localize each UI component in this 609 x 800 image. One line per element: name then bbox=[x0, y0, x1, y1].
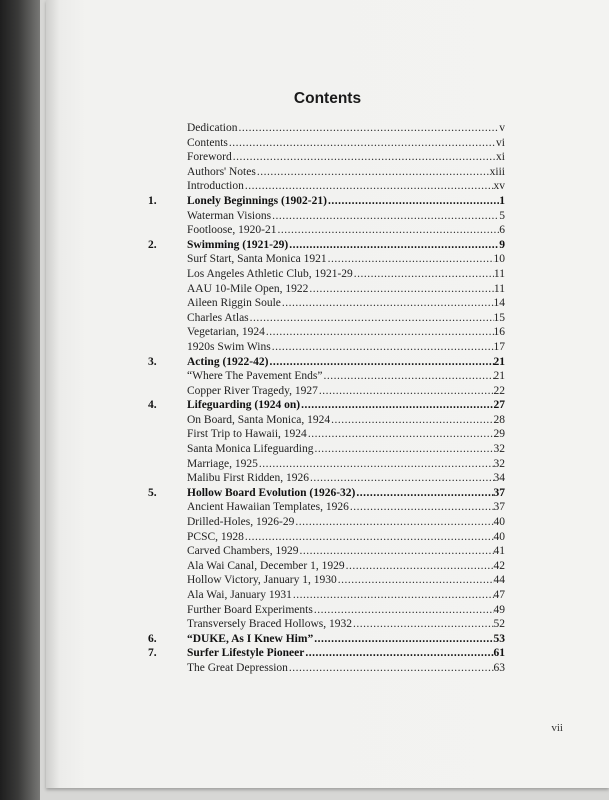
chapter-number: 2. bbox=[148, 238, 157, 251]
entry-page-number: xiii bbox=[489, 165, 505, 178]
entry-page-number: 21 bbox=[493, 370, 505, 383]
entry-title: Transversely Braced Hollows, 1932 bbox=[187, 618, 353, 631]
dot-leader bbox=[294, 515, 493, 530]
dot-leader bbox=[330, 413, 493, 428]
toc-section-row bbox=[46, 179, 609, 194]
book-page bbox=[46, 0, 609, 788]
contents-title: Contents bbox=[293, 90, 362, 107]
dot-leader bbox=[345, 559, 494, 574]
toc-chapter-row bbox=[46, 355, 609, 370]
dot-leader bbox=[244, 179, 494, 194]
toc-entry bbox=[187, 369, 505, 384]
dot-leader bbox=[327, 194, 499, 209]
toc-section-row bbox=[46, 282, 609, 297]
entry-page-number: 15 bbox=[493, 311, 505, 324]
dot-leader bbox=[288, 238, 499, 253]
entry-title: Introduction bbox=[187, 180, 244, 193]
entry-title: Marriage, 1925 bbox=[187, 457, 258, 470]
toc-entry bbox=[187, 296, 505, 311]
dot-leader bbox=[308, 282, 494, 297]
entry-page-number: 37 bbox=[493, 486, 505, 499]
chapter-number: 7. bbox=[148, 647, 157, 660]
toc-chapter-row bbox=[46, 398, 609, 413]
toc-section-row bbox=[46, 150, 609, 165]
toc-section-row bbox=[46, 369, 609, 384]
dot-leader bbox=[288, 661, 494, 676]
toc-entry bbox=[187, 646, 505, 661]
toc-section-row bbox=[46, 471, 609, 486]
entry-title: Ala Wai, January 1931 bbox=[187, 589, 292, 601]
entry-page-number: 1 bbox=[499, 194, 505, 207]
entry-title: PCSC, 1928 bbox=[187, 530, 244, 543]
entry-page-number: 52 bbox=[493, 618, 505, 631]
entry-page-number: 14 bbox=[493, 297, 505, 310]
entry-title: Swimming (1921-29) bbox=[187, 238, 289, 251]
entry-title: Authors' Notes bbox=[187, 165, 256, 178]
table-of-contents bbox=[46, 121, 609, 676]
entry-title: Surfer Lifestyle Pioneer bbox=[187, 647, 305, 660]
dot-leader bbox=[244, 530, 494, 545]
toc-section-row bbox=[46, 136, 609, 151]
toc-entry bbox=[187, 515, 505, 530]
toc-entry bbox=[187, 632, 505, 647]
dot-leader bbox=[265, 325, 494, 340]
entry-title: Foreword bbox=[187, 151, 232, 164]
dot-leader bbox=[256, 165, 490, 180]
dot-leader bbox=[300, 398, 493, 413]
entry-title: Copper River Tragedy, 1927 bbox=[187, 384, 318, 397]
dot-leader bbox=[298, 544, 493, 559]
dot-leader bbox=[237, 121, 499, 136]
toc-entry bbox=[187, 179, 505, 194]
toc-entry bbox=[187, 136, 505, 151]
toc-section-row bbox=[46, 588, 609, 603]
entry-page-number: 37 bbox=[493, 501, 505, 514]
entry-title: Lifeguarding (1924 on) bbox=[187, 399, 301, 412]
toc-chapter-row bbox=[46, 632, 609, 647]
toc-section-row bbox=[46, 223, 609, 238]
toc-entry bbox=[187, 194, 505, 209]
entry-title: Lonely Beginnings (1902-21) bbox=[187, 194, 327, 207]
entry-page-number: 49 bbox=[493, 603, 505, 616]
entry-page-number: 6 bbox=[499, 224, 505, 237]
toc-entry bbox=[187, 384, 505, 399]
toc-entry bbox=[187, 267, 505, 282]
entry-page-number: v bbox=[499, 122, 505, 134]
toc-section-row bbox=[46, 661, 609, 676]
dot-leader bbox=[249, 311, 494, 326]
dot-leader bbox=[318, 384, 494, 399]
toc-entry bbox=[187, 325, 505, 340]
toc-section-row bbox=[46, 325, 609, 340]
toc-section-row bbox=[46, 267, 609, 282]
dot-leader bbox=[313, 603, 494, 618]
chapter-number: 5. bbox=[148, 486, 157, 499]
toc-entry bbox=[187, 282, 505, 297]
toc-entry bbox=[187, 603, 505, 618]
toc-entry bbox=[187, 398, 505, 413]
chapter-number: 1. bbox=[148, 194, 157, 207]
toc-section-row bbox=[46, 457, 609, 472]
entry-page-number: xv bbox=[493, 180, 505, 193]
toc-section-row bbox=[46, 296, 609, 311]
entry-page-number: vi bbox=[496, 136, 505, 149]
toc-chapter-row bbox=[46, 646, 609, 661]
entry-title: Aileen Riggin Soule bbox=[187, 297, 281, 310]
entry-page-number: 41 bbox=[493, 545, 505, 558]
dot-leader bbox=[268, 355, 493, 370]
toc-section-row bbox=[46, 559, 609, 574]
toc-entry bbox=[187, 486, 505, 501]
dot-leader bbox=[276, 223, 499, 238]
entry-page-number: 9 bbox=[499, 238, 505, 251]
dot-leader bbox=[281, 296, 494, 311]
dot-leader bbox=[258, 457, 494, 472]
toc-entry bbox=[187, 121, 505, 136]
toc-section-row bbox=[46, 252, 609, 267]
entry-title: Surf Start, Santa Monica 1921 bbox=[187, 253, 327, 266]
toc-entry bbox=[187, 238, 505, 253]
dot-leader bbox=[271, 209, 499, 224]
toc-entry bbox=[187, 427, 505, 442]
toc-entry bbox=[187, 165, 505, 180]
entry-title: Waterman Visions bbox=[187, 209, 272, 222]
entry-title: 1920s Swim Wins bbox=[187, 340, 271, 353]
toc-entry bbox=[187, 500, 505, 515]
toc-entry bbox=[187, 559, 505, 574]
toc-entry bbox=[187, 252, 505, 267]
toc-entry bbox=[187, 471, 505, 486]
entry-title: Dedication bbox=[187, 122, 238, 134]
toc-section-row bbox=[46, 121, 609, 136]
entry-title: Carved Chambers, 1929 bbox=[187, 545, 299, 558]
entry-page-number: 27 bbox=[493, 399, 505, 412]
dot-leader bbox=[309, 471, 493, 486]
entry-title: Ancient Hawaiian Templates, 1926 bbox=[187, 501, 349, 514]
entry-page-number: 40 bbox=[493, 516, 505, 529]
entry-title: Hollow Board Evolution (1926-32) bbox=[187, 486, 356, 499]
dot-leader bbox=[349, 500, 494, 515]
toc-entry bbox=[187, 544, 505, 559]
entry-title: Contents bbox=[187, 136, 228, 149]
chapter-number: 3. bbox=[148, 355, 157, 368]
toc-section-row bbox=[46, 413, 609, 428]
entry-page-number: 22 bbox=[493, 384, 505, 397]
entry-page-number: 21 bbox=[493, 355, 505, 368]
toc-section-row bbox=[46, 530, 609, 545]
entry-title: Los Angeles Athletic Club, 1921-29 bbox=[187, 267, 353, 280]
toc-section-row bbox=[46, 311, 609, 326]
entry-page-number: 61 bbox=[493, 647, 505, 660]
entry-title: On Board, Santa Monica, 1924 bbox=[187, 413, 331, 426]
dot-leader bbox=[307, 427, 494, 442]
toc-chapter-row bbox=[46, 194, 609, 209]
entry-page-number: 44 bbox=[493, 574, 505, 587]
dot-leader bbox=[313, 442, 493, 457]
entry-page-number: 34 bbox=[493, 472, 505, 485]
entry-title: Santa Monica Lifeguarding bbox=[187, 443, 314, 456]
toc-section-row bbox=[46, 515, 609, 530]
entry-title: Charles Atlas bbox=[187, 311, 249, 324]
entry-page-number: 53 bbox=[493, 632, 505, 645]
toc-entry bbox=[187, 661, 505, 676]
toc-entry bbox=[187, 223, 505, 238]
dot-leader bbox=[271, 340, 494, 355]
toc-section-row bbox=[46, 573, 609, 588]
toc-entry bbox=[187, 617, 505, 632]
toc-section-row bbox=[46, 617, 609, 632]
toc-entry bbox=[187, 413, 505, 428]
entry-title: Vegetarian, 1924 bbox=[187, 326, 265, 339]
entry-title: Drilled-Holes, 1926-29 bbox=[187, 516, 295, 529]
entry-page-number: 63 bbox=[493, 661, 505, 674]
entry-page-number: 11 bbox=[493, 282, 505, 295]
entry-page-number: 17 bbox=[493, 340, 505, 353]
entry-title: “DUKE, As I Knew Him” bbox=[187, 632, 314, 645]
toc-entry bbox=[187, 150, 505, 165]
entry-page-number: 10 bbox=[493, 253, 505, 266]
dot-leader bbox=[352, 617, 493, 632]
toc-entry bbox=[187, 355, 505, 370]
entry-page-number: 28 bbox=[493, 413, 505, 426]
toc-section-row bbox=[46, 544, 609, 559]
dot-leader bbox=[304, 646, 493, 661]
chapter-number: 4. bbox=[148, 399, 157, 412]
toc-entry bbox=[187, 209, 505, 224]
entry-page-number: 16 bbox=[493, 326, 505, 339]
toc-section-row bbox=[46, 442, 609, 457]
entry-page-number: 29 bbox=[493, 428, 505, 441]
toc-entry bbox=[187, 340, 505, 355]
dot-leader bbox=[327, 252, 494, 267]
entry-title: Hollow Victory, January 1, 1930 bbox=[187, 574, 337, 587]
toc-section-row bbox=[46, 340, 609, 355]
toc-entry bbox=[187, 442, 505, 457]
chapter-number: 6. bbox=[148, 632, 157, 645]
entry-page-number: 47 bbox=[493, 589, 505, 601]
toc-entry bbox=[187, 573, 505, 588]
toc-chapter-row bbox=[46, 238, 609, 253]
entry-title: Further Board Experiments bbox=[187, 603, 313, 616]
entry-page-number: 11 bbox=[493, 267, 505, 280]
entry-page-number: 40 bbox=[493, 530, 505, 543]
toc-entry bbox=[187, 457, 505, 472]
entry-page-number: 32 bbox=[493, 457, 505, 470]
entry-title: AAU 10-Mile Open, 1922 bbox=[187, 282, 309, 295]
toc-entry bbox=[187, 311, 505, 326]
dot-leader bbox=[323, 369, 494, 384]
entry-title: Malibu First Ridden, 1926 bbox=[187, 472, 310, 485]
toc-entry bbox=[187, 588, 505, 603]
dot-leader bbox=[355, 486, 493, 501]
toc-chapter-row bbox=[46, 486, 609, 501]
toc-section-row bbox=[46, 427, 609, 442]
dot-leader bbox=[292, 588, 494, 603]
entry-page-number: 5 bbox=[499, 209, 505, 222]
dot-leader bbox=[232, 150, 496, 165]
dot-leader bbox=[228, 136, 496, 151]
entry-title: Footloose, 1920-21 bbox=[187, 224, 277, 237]
entry-title: “Where The Pavement Ends” bbox=[187, 370, 323, 383]
dot-leader bbox=[337, 573, 494, 588]
entry-title: Acting (1922-42) bbox=[187, 355, 269, 368]
toc-section-row bbox=[46, 384, 609, 399]
toc-entry bbox=[187, 530, 505, 545]
entry-page-number: xi bbox=[496, 151, 505, 164]
toc-section-row bbox=[46, 209, 609, 224]
toc-section-row bbox=[46, 165, 609, 180]
page-number: vii bbox=[551, 722, 563, 734]
entry-page-number: 42 bbox=[493, 559, 505, 572]
entry-title: First Trip to Hawaii, 1924 bbox=[187, 428, 307, 441]
entry-title: The Great Depression bbox=[187, 661, 288, 674]
toc-section-row bbox=[46, 500, 609, 515]
entry-page-number: 32 bbox=[493, 443, 505, 456]
dot-leader bbox=[313, 632, 493, 647]
toc-section-row bbox=[46, 603, 609, 618]
entry-title: Ala Wai Canal, December 1, 1929 bbox=[187, 559, 345, 572]
dot-leader bbox=[353, 267, 494, 282]
